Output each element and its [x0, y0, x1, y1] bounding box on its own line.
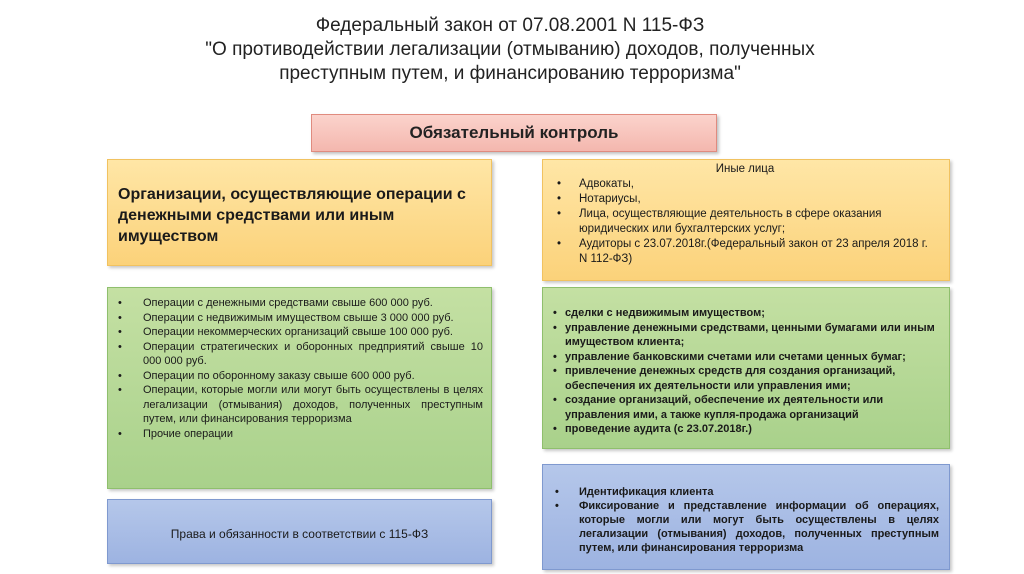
- organizations-text: Организации, осуществляющие операции с денежными средствами или иным имуществом: [118, 186, 466, 245]
- identification-box: [542, 464, 950, 570]
- title-line-1: Федеральный закон от 07.08.2001 N 115-ФЗ: [315, 15, 705, 36]
- mandatory-control-box: [311, 114, 717, 152]
- other-persons-list: [551, 177, 939, 267]
- list-item: • управление денежными средствами, ценными бумагами или иным имуществом клиента;: [551, 321, 939, 350]
- title-line-3: преступным путем, и финансированию терроризма": [279, 63, 741, 84]
- list-item: • Фиксирование и представление информации об операциях, которые могли или могут быть осуществлены в целях легализации (отмывания) доходов, полученных преступным путем, или финансирования терроризма: [551, 499, 939, 555]
- list-item: • Операции с денежными средствами свыше 600 000 руб.: [116, 296, 483, 311]
- list-item: • Идентификация клиента: [551, 485, 939, 499]
- list-item: • Лица, осуществляющие деятельность в сфере оказания юридических или бухгалтерских услуг;: [551, 207, 939, 237]
- list-item: • проведение аудита (с 23.07.2018г.): [551, 422, 939, 437]
- other-persons-heading: Иные лица: [715, 163, 775, 175]
- list-item: • Операции с недвижимым имуществом свыше 3 000 000 руб.: [116, 311, 483, 326]
- list-item: • Прочие операции: [116, 427, 483, 442]
- list-item: • Аудиторы с 23.07.2018г.(Федеральный закон от 23 апреля 2018 г. N 112-ФЗ): [551, 237, 939, 267]
- operations-list: [116, 296, 483, 441]
- other-persons-box: [542, 159, 950, 281]
- list-item: • привлечение денежных средств для создания организаций, обеспечения их деятельности или управления ими;: [551, 364, 939, 393]
- operations-box: [107, 287, 492, 489]
- deals-list: [551, 306, 939, 437]
- title-line-2: "О противодействии легализации (отмыванию) доходов, полученных: [205, 39, 815, 60]
- rights-text: Права и обязанности в соответствии с 115-ФЗ: [170, 526, 429, 541]
- identification-list: [551, 485, 939, 555]
- list-item: • сделки с недвижимым имуществом;: [551, 306, 939, 321]
- list-item: • Адвокаты,: [551, 177, 939, 192]
- mandatory-control-label: Обязательный контроль: [409, 123, 619, 142]
- page-title: [140, 14, 880, 86]
- list-item: • управление банковскими счетами или счетами ценных бумаг;: [551, 350, 939, 365]
- list-item: • создание организаций, обеспечение их деятельности или управления ими, а также купля-продажа организаций: [551, 393, 939, 422]
- deals-box: [542, 287, 950, 449]
- list-item: • Операции некоммерческих организаций свыше 100 000 руб.: [116, 325, 483, 340]
- list-item: • Нотариусы,: [551, 192, 939, 207]
- rights-box: [107, 499, 492, 564]
- list-item: • Операции, которые могли или могут быть осуществлены в целях легализации (отмывания) доходов, полученных преступным путем, или финансирования терроризма: [116, 383, 483, 427]
- list-item: • Операции по оборонному заказу свыше 600 000 руб.: [116, 369, 483, 384]
- organizations-box: [107, 159, 492, 266]
- list-item: • Операции стратегических и оборонных предприятий свыше 10 000 000 руб.: [116, 340, 483, 369]
